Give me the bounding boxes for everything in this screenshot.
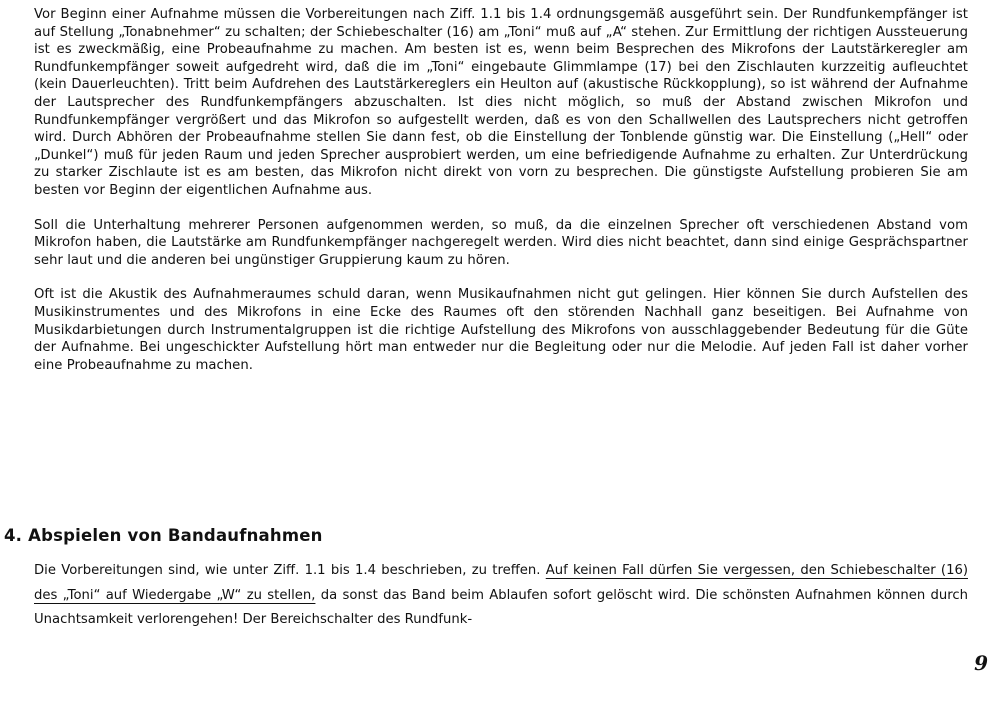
playback-text-intro: Die Vorbereitungen sind, wie unter Ziff. 1.1 bis 1.4 beschrieben, zu treffen. xyxy=(34,563,546,578)
section-heading-playback: 4. Abspielen von Bandaufnahmen xyxy=(4,526,323,545)
paragraph-room-acoustics: Oft ist die Akustik des Aufnahmeraumes schuld daran, wenn Musikaufnahmen nicht gut gelingen. Hier können Sie durch Aufstellen des Musikinstrumentes und des Mikrofons in eine Ecke des Raumes oft den störenden Nachhall ganz beseitigen. Bei Aufnahme von Musikdarbietungen durch Instrumentalgruppen ist die richtige Aufstellung des Mikrofons von ausschlaggebender Bedeutung für die Güte der Aufnahme. Bei ungeschickter Aufstellung hört man entweder nur die Begleitung oder nur die Melodie. Auf jeden Fall ist daher vorher eine Probeaufnahme zu machen. xyxy=(34,287,968,373)
paragraph-playback-instructions xyxy=(34,559,968,633)
body-text xyxy=(34,6,968,374)
playback-text-continuation: da sonst das Band beim Ablaufen sofort gelöscht wird. Die schönsten Aufnahmen können durch Unachtsamkeit verlorengehen! Der Bereichschalter des Rundfunk- xyxy=(34,587,968,627)
paragraph-multiple-speakers: Soll die Unterhaltung mehrerer Personen aufgenommen werden, so muß, da die einzelnen Sprecher oft verschiedenen Abstand vom Mikrofon haben, die Lautstärke am Rundfunkempfänger nachgeregelt werden. Wird dies nicht beachtet, dann sind einige Gesprächspartner sehr laut und die anderen bei ungünstiger Gruppierung kaum zu hören. xyxy=(34,217,968,268)
paragraph-recording-preparation: Vor Beginn einer Aufnahme müssen die Vorbereitungen nach Ziff. 1.1 bis 1.4 ordnungsgemäß ausgeführt sein. Der Rundfunkempfänger ist auf Stellung „Tonabnehmer“ zu schalten; der Schiebeschalter (16) am „Toni“ muß auf „A“ stehen. Zur Ermittlung der richtigen Aussteuerung ist es zweckmäßig, eine Probeaufnahme zu machen. Am besten ist es, wenn beim Besprechen des Mikrofons der Lautstärkeregler am Rundfunkempfänger soweit aufgedreht wird, daß die im „Toni“ eingebaute Glimmlampe (17) bei den Zischlauten kurzzeitig aufleuchtet (kein Dauerleuchten). Tritt beim Aufdrehen des Lautstärkereglers ein Heulton auf (akustische Rückkopplung), so ist während der Aufnahme der Lautsprecher des Rundfunkempfängers abzuschalten. Ist dies nicht möglich, so muß der Abstand zwischen Mikrofon und Rundfunkempfänger vergrößert und das Mikrofon so aufgestellt werden, daß es von den Schallwellen des Lautsprechers nicht getroffen wird. Durch Abhören der Probeaufnahme stellen Sie dann fest, ob die Einstellung der Tonblende günstig war. Die Einstellung („Hell“ oder „Dunkel“) muß für jeden Raum und jeden Sprecher ausprobiert werden, um eine befriedigende Aufnahme zu erhalten. Zur Unterdrückung zu starker Zischlaute ist es am besten, das Mikrofon nicht direkt von vorn zu besprechen. Die günstigste Aufstellung probieren Sie am besten vor Beginn der eigentlichen Aufnahme aus. xyxy=(34,7,968,198)
playback-warning-underlined: Auf keinen Fall dürfen Sie vergessen, den Schiebeschalter (16) des „Toni“ auf Wiedergabe „W“ zu stellen, xyxy=(34,563,968,603)
page-number: 9 xyxy=(974,651,988,675)
